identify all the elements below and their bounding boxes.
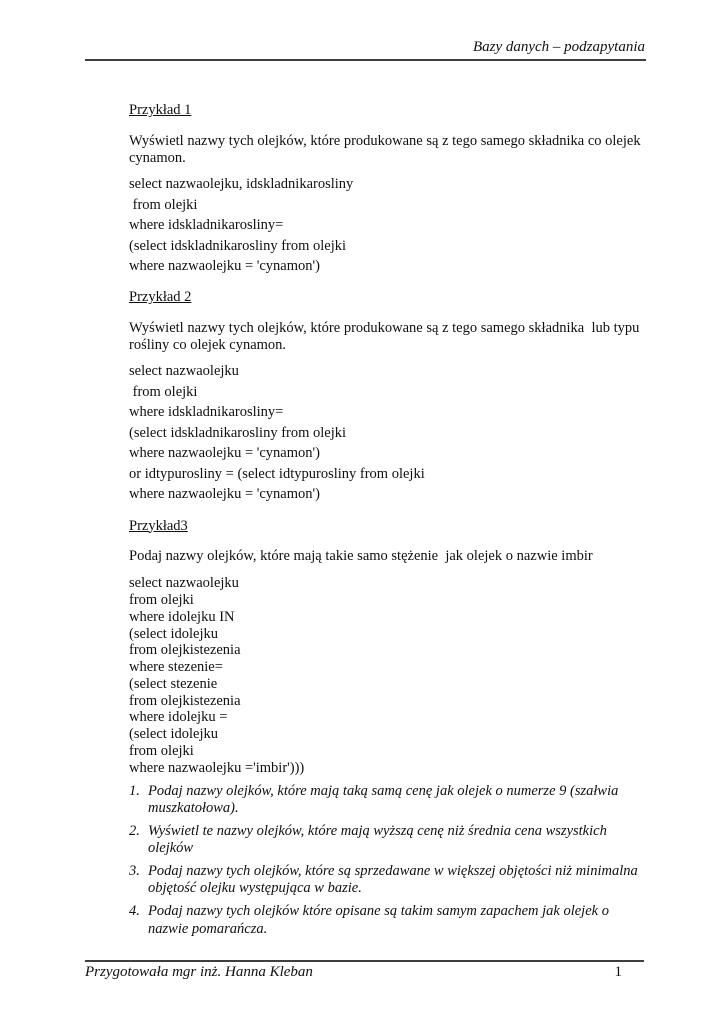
- sql-line: where nazwaolejku = 'cynamon'): [129, 486, 320, 503]
- sql-line: where idskladnikarosliny=: [129, 217, 284, 234]
- sql-line: where stezenie=: [129, 659, 223, 676]
- section-heading: Przykład 2: [129, 289, 192, 306]
- page-footer: [85, 960, 644, 981]
- sql-code-block: [129, 363, 645, 503]
- sql-line: (select idskladnikarosliny from olejki: [129, 424, 347, 441]
- sql-line: where nazwaolejku ='imbir'))): [129, 759, 305, 776]
- sql-line: select nazwaolejku, idskladnikarosliny: [129, 176, 354, 193]
- sql-line: (select stezenie: [129, 675, 218, 692]
- footer-page-number: 1: [614, 964, 622, 980]
- sql-line: where nazwaolejku = 'cynamon'): [129, 445, 320, 462]
- sql-line: (select idolejku: [129, 726, 218, 743]
- sql-line: from olejki: [129, 196, 198, 213]
- sql-code-block: [129, 176, 645, 275]
- sql-line: from olejki: [129, 743, 194, 760]
- sql-line: where nazwaolejku = 'cynamon'): [129, 258, 320, 275]
- page-header: [85, 0, 646, 61]
- section-description: Wyświetl nazwy tych olejków, które produkowane są z tego samego składnika lub typu rośliny co olejek cynamon.: [129, 319, 644, 354]
- exercise-list: [129, 783, 645, 938]
- section-description: Wyświetl nazwy tych olejków, które produkowane są z tego samego składnika co olejek cynamon.: [129, 132, 645, 166]
- sql-line: from olejkistezenia: [129, 692, 241, 709]
- section-heading: Przykład 1: [129, 102, 192, 119]
- sql-line: (select idolejku: [129, 625, 218, 642]
- sql-line: select nazwaolejku: [129, 363, 239, 380]
- sql-line: from olejki: [129, 591, 194, 608]
- sql-line: from olejkistezenia: [129, 642, 241, 659]
- sql-line: where idolejku =: [129, 709, 228, 726]
- section-description: Podaj nazwy olejków, które mają takie samo stężenie jak olejek o nazwie imbir: [129, 547, 593, 564]
- sql-line: where idolejku IN: [129, 608, 235, 625]
- footer-author: Przygotowała mgr inż. Hanna Kleban: [85, 964, 313, 980]
- sql-line: (select idskladnikarosliny from olejki: [129, 237, 347, 254]
- sql-line: select nazwaolejku: [129, 575, 239, 592]
- sql-code-block: [129, 575, 645, 777]
- exercise-item: Podaj nazwy tych olejków, które są sprzedawane w większej objętości niż minimalna objętość olejku występująca w bazie.: [148, 863, 638, 897]
- sql-line: from olejki: [129, 383, 198, 400]
- document-body: [129, 102, 645, 938]
- exercise-item: Wyświetl te nazwy olejków, które mają wyższą cenę niż średnia cena wszystkich olejków: [148, 822, 607, 857]
- section-przyklad-2: [129, 289, 645, 503]
- section-przyklad-1: [129, 102, 645, 275]
- section-heading: Przykład3: [129, 517, 188, 534]
- exercise-item: Podaj nazwy tych olejków które opisane są takim samym zapachem jak olejek o nazwie pomarańcza.: [148, 903, 609, 937]
- header-title: Bazy danych – podzapytania: [472, 39, 645, 55]
- sql-line: where idskladnikarosliny=: [129, 404, 284, 421]
- sql-line: or idtypurosliny = (select idtypurosliny from olejki: [129, 465, 425, 482]
- exercise-item: Podaj nazwy olejków, które mają taką samą cenę jak olejek o numerze 9 (szałwia muszkatołowa).: [148, 782, 619, 816]
- section-przyklad-3: [129, 518, 645, 777]
